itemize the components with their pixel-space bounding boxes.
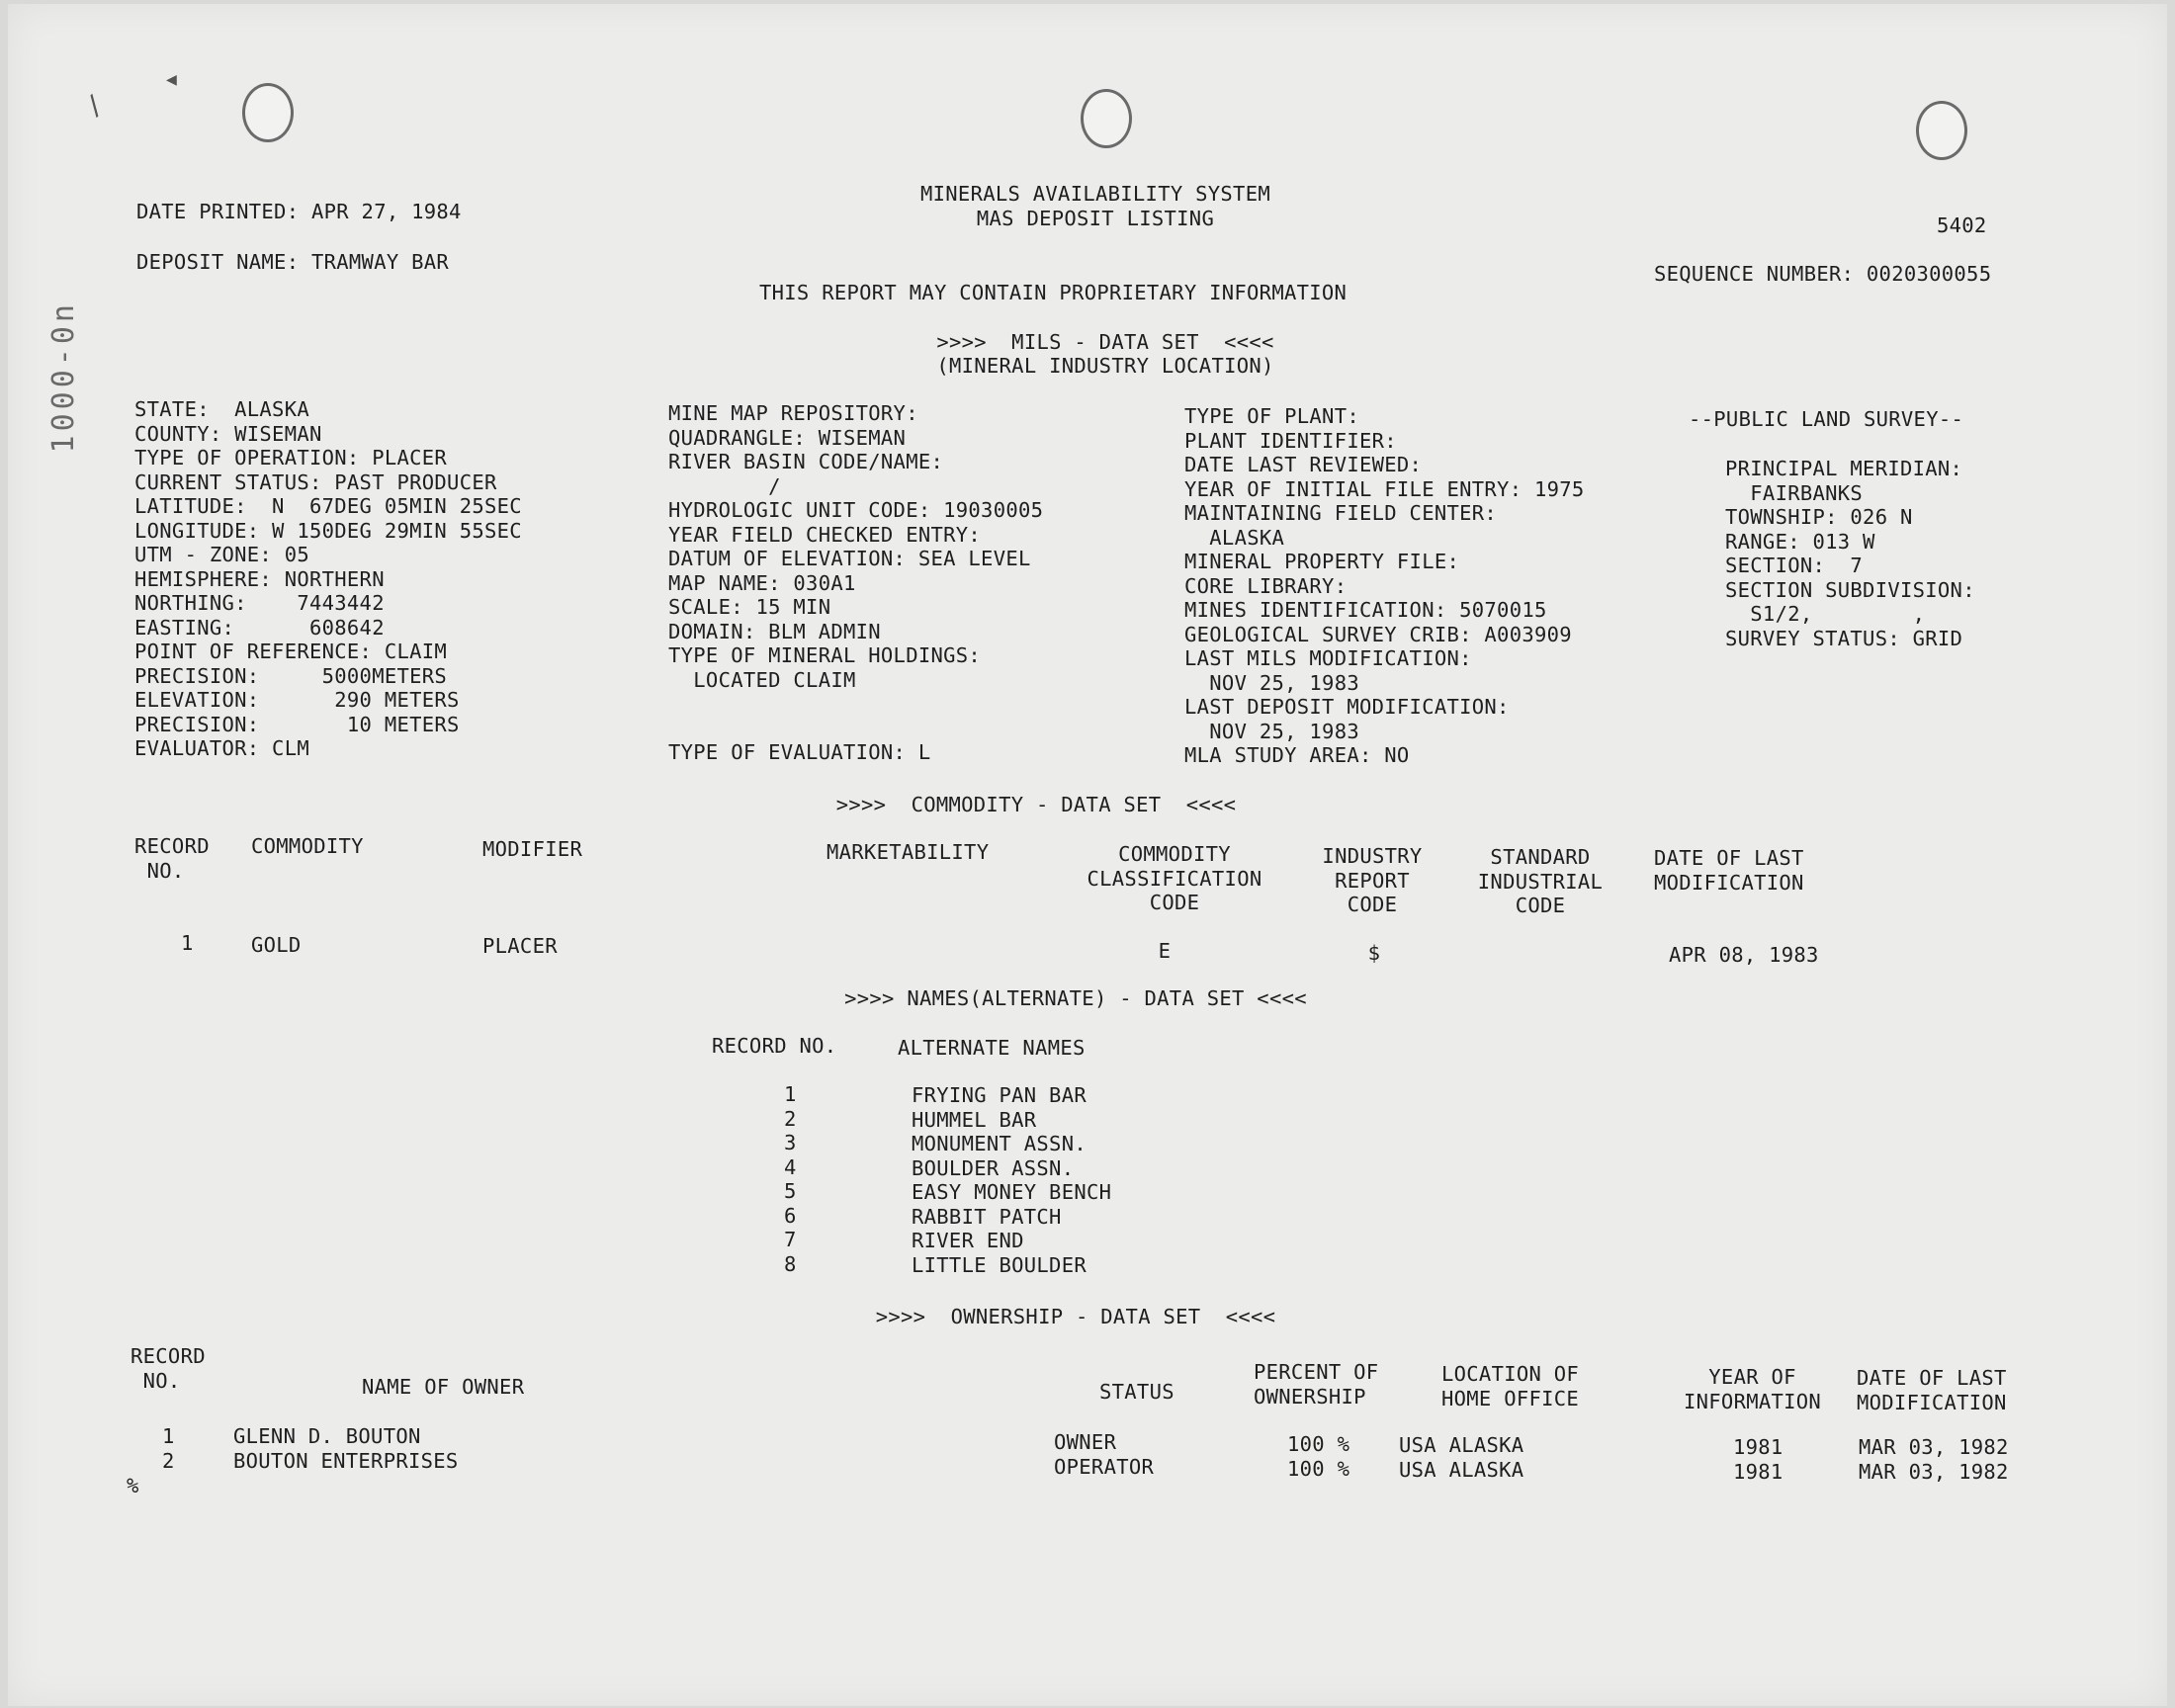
owner-year: 1981 — [1733, 1460, 1784, 1484]
mils-field: PRECISION: 10 METERS — [134, 712, 460, 736]
mils-field: YEAR FIELD CHECKED ENTRY: — [668, 522, 982, 547]
mils-field: ALASKA — [1184, 525, 1285, 550]
mils-field: YEAR OF INITIAL FILE ENTRY: 1975 — [1184, 476, 1585, 501]
alternate-name: HUMMEL BAR — [912, 1107, 1037, 1132]
names-header-record: RECORD NO. — [712, 1034, 837, 1058]
name-record-no: 2 — [784, 1106, 797, 1131]
mils-field: MINES IDENTIFICATION: 5070015 — [1184, 598, 1547, 622]
name-record-no: 7 — [784, 1228, 797, 1251]
mils-field: STATE: ALASKA — [134, 397, 309, 421]
mils-field: GEOLOGICAL SURVEY CRIB: A003909 — [1184, 622, 1572, 646]
survey-field: RANGE: 013 W — [1725, 529, 1875, 554]
owner-location: USA ALASKA — [1399, 1458, 1524, 1482]
ownership-title: >>>> OWNERSHIP - DATA SET <<<< — [875, 1305, 1276, 1328]
ownership-header-year: YEAR OF INFORMATION — [1684, 1365, 1822, 1413]
mils-location-column — [134, 397, 522, 761]
names-title: >>>> NAMES(ALTERNATE) - DATA SET <<<< — [844, 986, 1307, 1010]
mils-field: HEMISPHERE: NORTHERN — [134, 566, 385, 591]
ownership-header-status: STATUS — [1099, 1380, 1174, 1404]
page-number: 5402 — [1937, 214, 1987, 237]
owner-location: USA ALASKA — [1399, 1433, 1524, 1457]
public-land-survey-column — [1725, 457, 1975, 650]
mils-field: LONGITUDE: W 150DEG 29MIN 55SEC — [134, 518, 522, 543]
alternate-name: RABBIT PATCH — [912, 1204, 1062, 1229]
commodity-header-sic: STANDARD INDUSTRIAL CODE — [1477, 845, 1604, 917]
public-land-survey-title: --PUBLIC LAND SURVEY-- — [1689, 407, 1964, 431]
owner-date: MAR 03, 1982 — [1859, 1435, 2009, 1459]
ownership-header-owner: NAME OF OWNER — [362, 1375, 525, 1399]
mils-field: DOMAIN: BLM ADMIN — [668, 619, 881, 643]
mils-field — [668, 692, 1043, 717]
mils-field: LATITUDE: N 67DEG 05MIN 25SEC — [134, 494, 522, 518]
name-record-no: 8 — [784, 1251, 797, 1276]
listing-title: MAS DEPOSIT LISTING — [976, 207, 1215, 230]
mils-title: >>>> MILS - DATA SET <<<< — [936, 330, 1274, 354]
mils-field: PRECISION: 5000METERS — [134, 663, 448, 688]
mils-field: TYPE OF MINERAL HOLDINGS: — [668, 643, 982, 667]
commodity-name: GOLD — [251, 933, 302, 957]
sequence-number: SEQUENCE NUMBER: 0020300055 — [1654, 262, 1992, 286]
owner-date: MAR 03, 1982 — [1859, 1460, 2009, 1484]
name-record-no: 5 — [784, 1179, 797, 1203]
pencil-tick-icon: ◀ — [166, 69, 177, 90]
commodity-header-modifier: MODIFIER — [482, 837, 583, 861]
ownership-record-no: 1 — [162, 1424, 175, 1448]
footer-mark: % — [127, 1474, 139, 1497]
survey-field: SECTION SUBDIVISION: — [1725, 577, 1975, 602]
ownership-header-percent: PERCENT OF OWNERSHIP — [1254, 1360, 1379, 1409]
report-page — [8, 4, 2167, 1706]
mils-field: POINT OF REFERENCE: CLAIM — [134, 640, 448, 663]
alternate-name: LITTLE BOULDER — [912, 1252, 1087, 1277]
ownership-header-location: LOCATION OF HOME OFFICE — [1441, 1362, 1580, 1410]
name-record-no: 6 — [784, 1203, 797, 1228]
commodity-header-date: DATE OF LAST MODIFICATION — [1654, 846, 1804, 895]
punch-hole-left — [242, 83, 294, 142]
margin-stamp: 1000-0n — [46, 300, 81, 454]
deposit-name: DEPOSIT NAME: TRAMWAY BAR — [136, 250, 450, 274]
mils-field: HYDROLOGIC UNIT CODE: 19030005 — [668, 498, 1044, 522]
mils-field — [668, 717, 1043, 741]
commodity-industry-code: $ — [1367, 941, 1381, 965]
mils-field: MINE MAP REPOSITORY: — [668, 401, 918, 425]
commodity-title: >>>> COMMODITY - DATA SET <<<< — [835, 793, 1237, 816]
commodity-class-code: E — [1158, 939, 1172, 963]
commodity-record-no: 1 — [181, 931, 194, 955]
commodity-date: APR 08, 1983 — [1669, 943, 1819, 967]
mils-field: SCALE: 15 MIN — [668, 595, 831, 619]
ownership-header-record: RECORD NO. — [130, 1344, 206, 1393]
ownership-record-no: 2 — [162, 1449, 175, 1473]
mils-admin-column — [1184, 404, 1585, 768]
mils-field: TYPE OF EVALUATION: L — [668, 740, 931, 764]
survey-field: SECTION: 7 — [1725, 554, 1864, 577]
ownership-header-date: DATE OF LAST MODIFICATION — [1857, 1366, 2007, 1414]
owner-name: GLENN D. BOUTON — [233, 1424, 421, 1448]
mils-field: LAST MILS MODIFICATION: — [1184, 646, 1472, 670]
mils-field: CURRENT STATUS: PAST PRODUCER — [134, 470, 497, 494]
mils-field: TYPE OF PLANT: — [1184, 404, 1359, 428]
commodity-header-class-code: COMMODITY CLASSIFICATION CODE — [1087, 842, 1262, 914]
mils-field: / — [668, 473, 781, 498]
owner-status: OWNER — [1054, 1430, 1117, 1454]
mils-field: EVALUATOR: CLM — [134, 736, 309, 760]
survey-field: FAIRBANKS — [1725, 480, 1864, 505]
mils-field: NOV 25, 1983 — [1184, 719, 1359, 743]
commodity-modifier: PLACER — [482, 934, 558, 958]
owner-name: BOUTON ENTERPRISES — [233, 1449, 459, 1473]
alternate-name: BOULDER ASSN. — [912, 1155, 1075, 1180]
alternate-name: EASY MONEY BENCH — [912, 1180, 1112, 1204]
owner-year: 1981 — [1733, 1435, 1784, 1459]
punch-hole-center — [1081, 89, 1132, 148]
mils-field: RIVER BASIN CODE/NAME: — [668, 450, 944, 473]
mils-field: ELEVATION: 290 METERS — [134, 688, 460, 712]
commodity-header-industry-code: INDUSTRY REPORT CODE — [1322, 844, 1423, 916]
names-header-name: ALTERNATE NAMES — [898, 1036, 1086, 1060]
mils-field: MAINTAINING FIELD CENTER: — [1184, 501, 1498, 525]
mils-field: MAP NAME: 030A1 — [668, 570, 856, 595]
mils-field: LAST DEPOSIT MODIFICATION: — [1184, 695, 1510, 719]
mils-field: NOV 25, 1983 — [1184, 670, 1359, 695]
mils-field: QUADRANGLE: WISEMAN — [668, 425, 907, 450]
mils-field: COUNTY: WISEMAN — [134, 421, 322, 446]
mils-field: MLA STUDY AREA: NO — [1184, 743, 1410, 767]
mils-field: NORTHING: 7443442 — [134, 591, 385, 615]
mils-field: UTM - ZONE: 05 — [134, 543, 309, 566]
alternate-name: FRYING PAN BAR — [912, 1083, 1087, 1107]
mils-map-column — [668, 401, 1043, 765]
owner-status: OPERATOR — [1054, 1455, 1155, 1479]
mils-field: DATE LAST REVIEWED: — [1184, 453, 1423, 476]
name-record-no: 4 — [784, 1154, 797, 1179]
mils-field: LOCATED CLAIM — [668, 667, 856, 692]
proprietary-notice: THIS REPORT MAY CONTAIN PROPRIETARY INFORMATION — [759, 281, 1348, 304]
mils-field: MINERAL PROPERTY FILE: — [1184, 550, 1460, 573]
date-printed: DATE PRINTED: APR 27, 1984 — [136, 200, 462, 223]
pencil-mark-icon: ∕ — [79, 89, 111, 123]
names-record-numbers — [784, 1082, 797, 1276]
owner-percent: 100 % — [1287, 1432, 1350, 1456]
commodity-header-record: RECORD NO. — [134, 834, 210, 883]
mils-field: CORE LIBRARY: — [1184, 573, 1348, 598]
mils-field: TYPE OF OPERATION: PLACER — [134, 446, 448, 470]
survey-field: PRINCIPAL MERIDIAN: — [1725, 457, 1963, 480]
names-list — [912, 1083, 1111, 1277]
survey-field: TOWNSHIP: 026 N — [1725, 505, 1913, 529]
commodity-header-marketability: MARKETABILITY — [826, 840, 990, 864]
mils-subtitle: (MINERAL INDUSTRY LOCATION) — [936, 354, 1274, 378]
survey-field: SURVEY STATUS: GRID — [1725, 626, 1963, 650]
punch-hole-right — [1916, 101, 1967, 160]
owner-percent: 100 % — [1287, 1457, 1350, 1481]
mils-field: DATUM OF ELEVATION: SEA LEVEL — [668, 547, 1031, 570]
name-record-no: 3 — [784, 1131, 797, 1154]
survey-field: S1/2, , — [1725, 602, 1926, 626]
alternate-name: MONUMENT ASSN. — [912, 1132, 1087, 1155]
mils-field: EASTING: 608642 — [134, 615, 385, 640]
alternate-name: RIVER END — [912, 1229, 1024, 1252]
system-title: MINERALS AVAILABILITY SYSTEM — [920, 182, 1270, 206]
name-record-no: 1 — [784, 1082, 797, 1106]
mils-field: PLANT IDENTIFIER: — [1184, 428, 1397, 453]
commodity-header-commodity: COMMODITY — [251, 834, 364, 858]
